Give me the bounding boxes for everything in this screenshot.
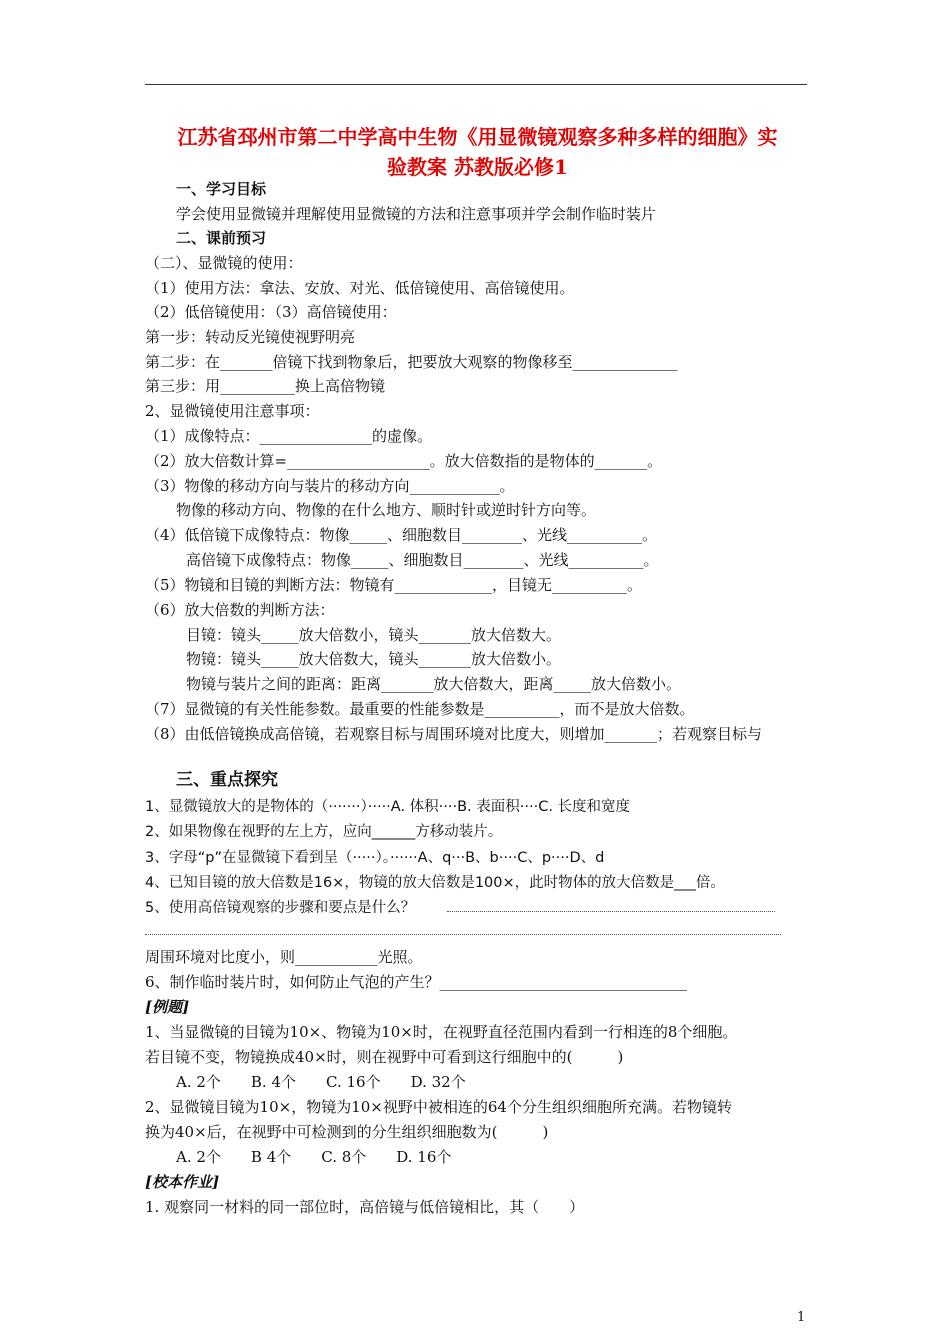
page-number: 1 xyxy=(797,1310,806,1325)
text-line-p7: 2、显微镜使用注意事项： xyxy=(145,402,320,420)
text-line-p8: （1）成像特点：_______________的虚像。 xyxy=(145,427,433,445)
text-line-p13: 高倍镜下成像特点：物像_____、细胞数目________、光线__________。 xyxy=(186,551,659,569)
text-line-p1: （二）、显微镜的使用： xyxy=(145,254,303,272)
title-line-1: 江苏省邳州市第二中学高中生物《用显微镜观察多种多样的细胞》实 xyxy=(177,125,778,149)
text-line-p6: 第三步：用__________换上高倍物镜 xyxy=(145,377,386,395)
answer-line-q5 xyxy=(447,911,775,912)
text-line-p16: 目镜：镜头_____放大倍数小，镜头_______放大倍数大。 xyxy=(186,626,562,644)
title-line-2: 验教案 苏教版必修1 xyxy=(387,155,568,179)
text-line-sec2: 二、课前预习 xyxy=(176,229,267,247)
answer-line-q5b xyxy=(145,934,781,935)
text-line-p5: 第二步：在_______倍镜下找到物象后，把要放大观察的物像移至______________ xyxy=(145,353,678,371)
text-line-ex: [例题] xyxy=(145,998,190,1016)
text-line-p17: 物镜：镜头_____放大倍数大，镜头_______放大倍数小。 xyxy=(186,650,562,668)
text-line-q3: 3、字母“p”在显微镜下看到呈（·····）。······A、q···B、b····C、p····D、d xyxy=(145,850,605,866)
text-line-p4: 第一步：转动反光镜使视野明亮 xyxy=(145,328,356,346)
text-line-q4: 4、已知目镜的放大倍数是16×，物镜的放大倍数是100×，此时物体的放大倍数是___倍。 xyxy=(145,875,725,891)
text-line-q1: 1、显微镜放大的是物体的（·······）·····A. 体积····B. 表面积····C. 长度和宽度 xyxy=(145,799,631,815)
text-line-q6: 周围环境对比度小，则___________光照。 xyxy=(145,948,423,966)
document-title xyxy=(140,122,815,182)
text-line-p15: （6）放大倍数的判断方法： xyxy=(145,601,335,619)
text-line-p20: （8）由低倍镜换成高倍镜，若观察目标与周围环境对比度大，则增加_______；若观察目标与 xyxy=(145,725,763,743)
text-line-h1: 1. 观察同一材料的同一部位时，高倍镜与低倍镜相比，其（ ） xyxy=(145,1198,585,1216)
text-line-e1b: 若目镜不变，物镜换成40×时，则在视野中可看到这行细胞中的( ) xyxy=(145,1048,624,1066)
text-line-sec1: 一、学习目标 xyxy=(176,180,267,198)
text-line-hw: [校本作业] xyxy=(145,1173,220,1191)
text-line-p3: （2）低倍镜使用：（3）高倍镜使用： xyxy=(145,303,397,321)
text-line-p14: （5）物镜和目镜的判断方法：物镜有_____________，目镜无__________。 xyxy=(145,576,643,594)
text-line-e2c: A. 2个 B 4个 C. 8个 D. 16个 xyxy=(176,1148,452,1166)
text-line-p19: （7）显微镜的有关性能参数。最重要的性能参数是__________，而不是放大倍数。 xyxy=(145,700,695,718)
text-line-p18: 物镜与装片之间的距离：距离_______放大倍数大，距离_____放大倍数小。 xyxy=(186,675,682,693)
text-line-e1a: 1、当显微镜的目镜为10×、物镜为10×时，在视野直径范围内看到一行相连的8个细胞。 xyxy=(145,1023,738,1041)
header-rule xyxy=(145,84,807,85)
text-line-sec3: 三、重点探究 xyxy=(176,770,278,790)
text-line-goal: 学会使用显微镜并理解使用显微镜的方法和注意事项并学会制作临时装片 xyxy=(176,205,657,223)
text-line-q2: 2、如果物像在视野的左上方，应向______方移动装片。 xyxy=(145,824,503,840)
text-line-p2: （1）使用方法：拿法、安放、对光、低倍镜使用、高倍镜使用。 xyxy=(145,279,575,297)
text-line-e2b: 换为40×后，在视野中可检测到的分生组织细胞数为( ) xyxy=(145,1123,549,1141)
text-line-p10: （3）物像的移动方向与装片的移动方向____________。 xyxy=(145,477,515,495)
text-line-q7: 6、制作临时装片时，如何防止气泡的产生？_________________________________ xyxy=(145,973,688,991)
text-line-q5: 5、使用高倍镜观察的步骤和要点是什么？ xyxy=(145,900,416,916)
text-line-e2a: 2、显微镜目镜为10×，物镜为10×视野中被相连的64个分生组织细胞所充满。若物镜转 xyxy=(145,1098,732,1116)
text-line-p12: （4）低倍镜下成像特点：物像_____、细胞数目________、光线__________。 xyxy=(145,526,658,544)
text-line-p11: 物像的移动方向、物像的在什么地方、顺时针或逆时针方向等。 xyxy=(176,501,597,519)
text-line-e1c: A. 2个 B. 4个 C. 16个 D. 32个 xyxy=(176,1073,466,1091)
text-line-p9: （2）放大倍数计算=___________________。放大倍数指的是物体的_______。 xyxy=(145,452,663,470)
